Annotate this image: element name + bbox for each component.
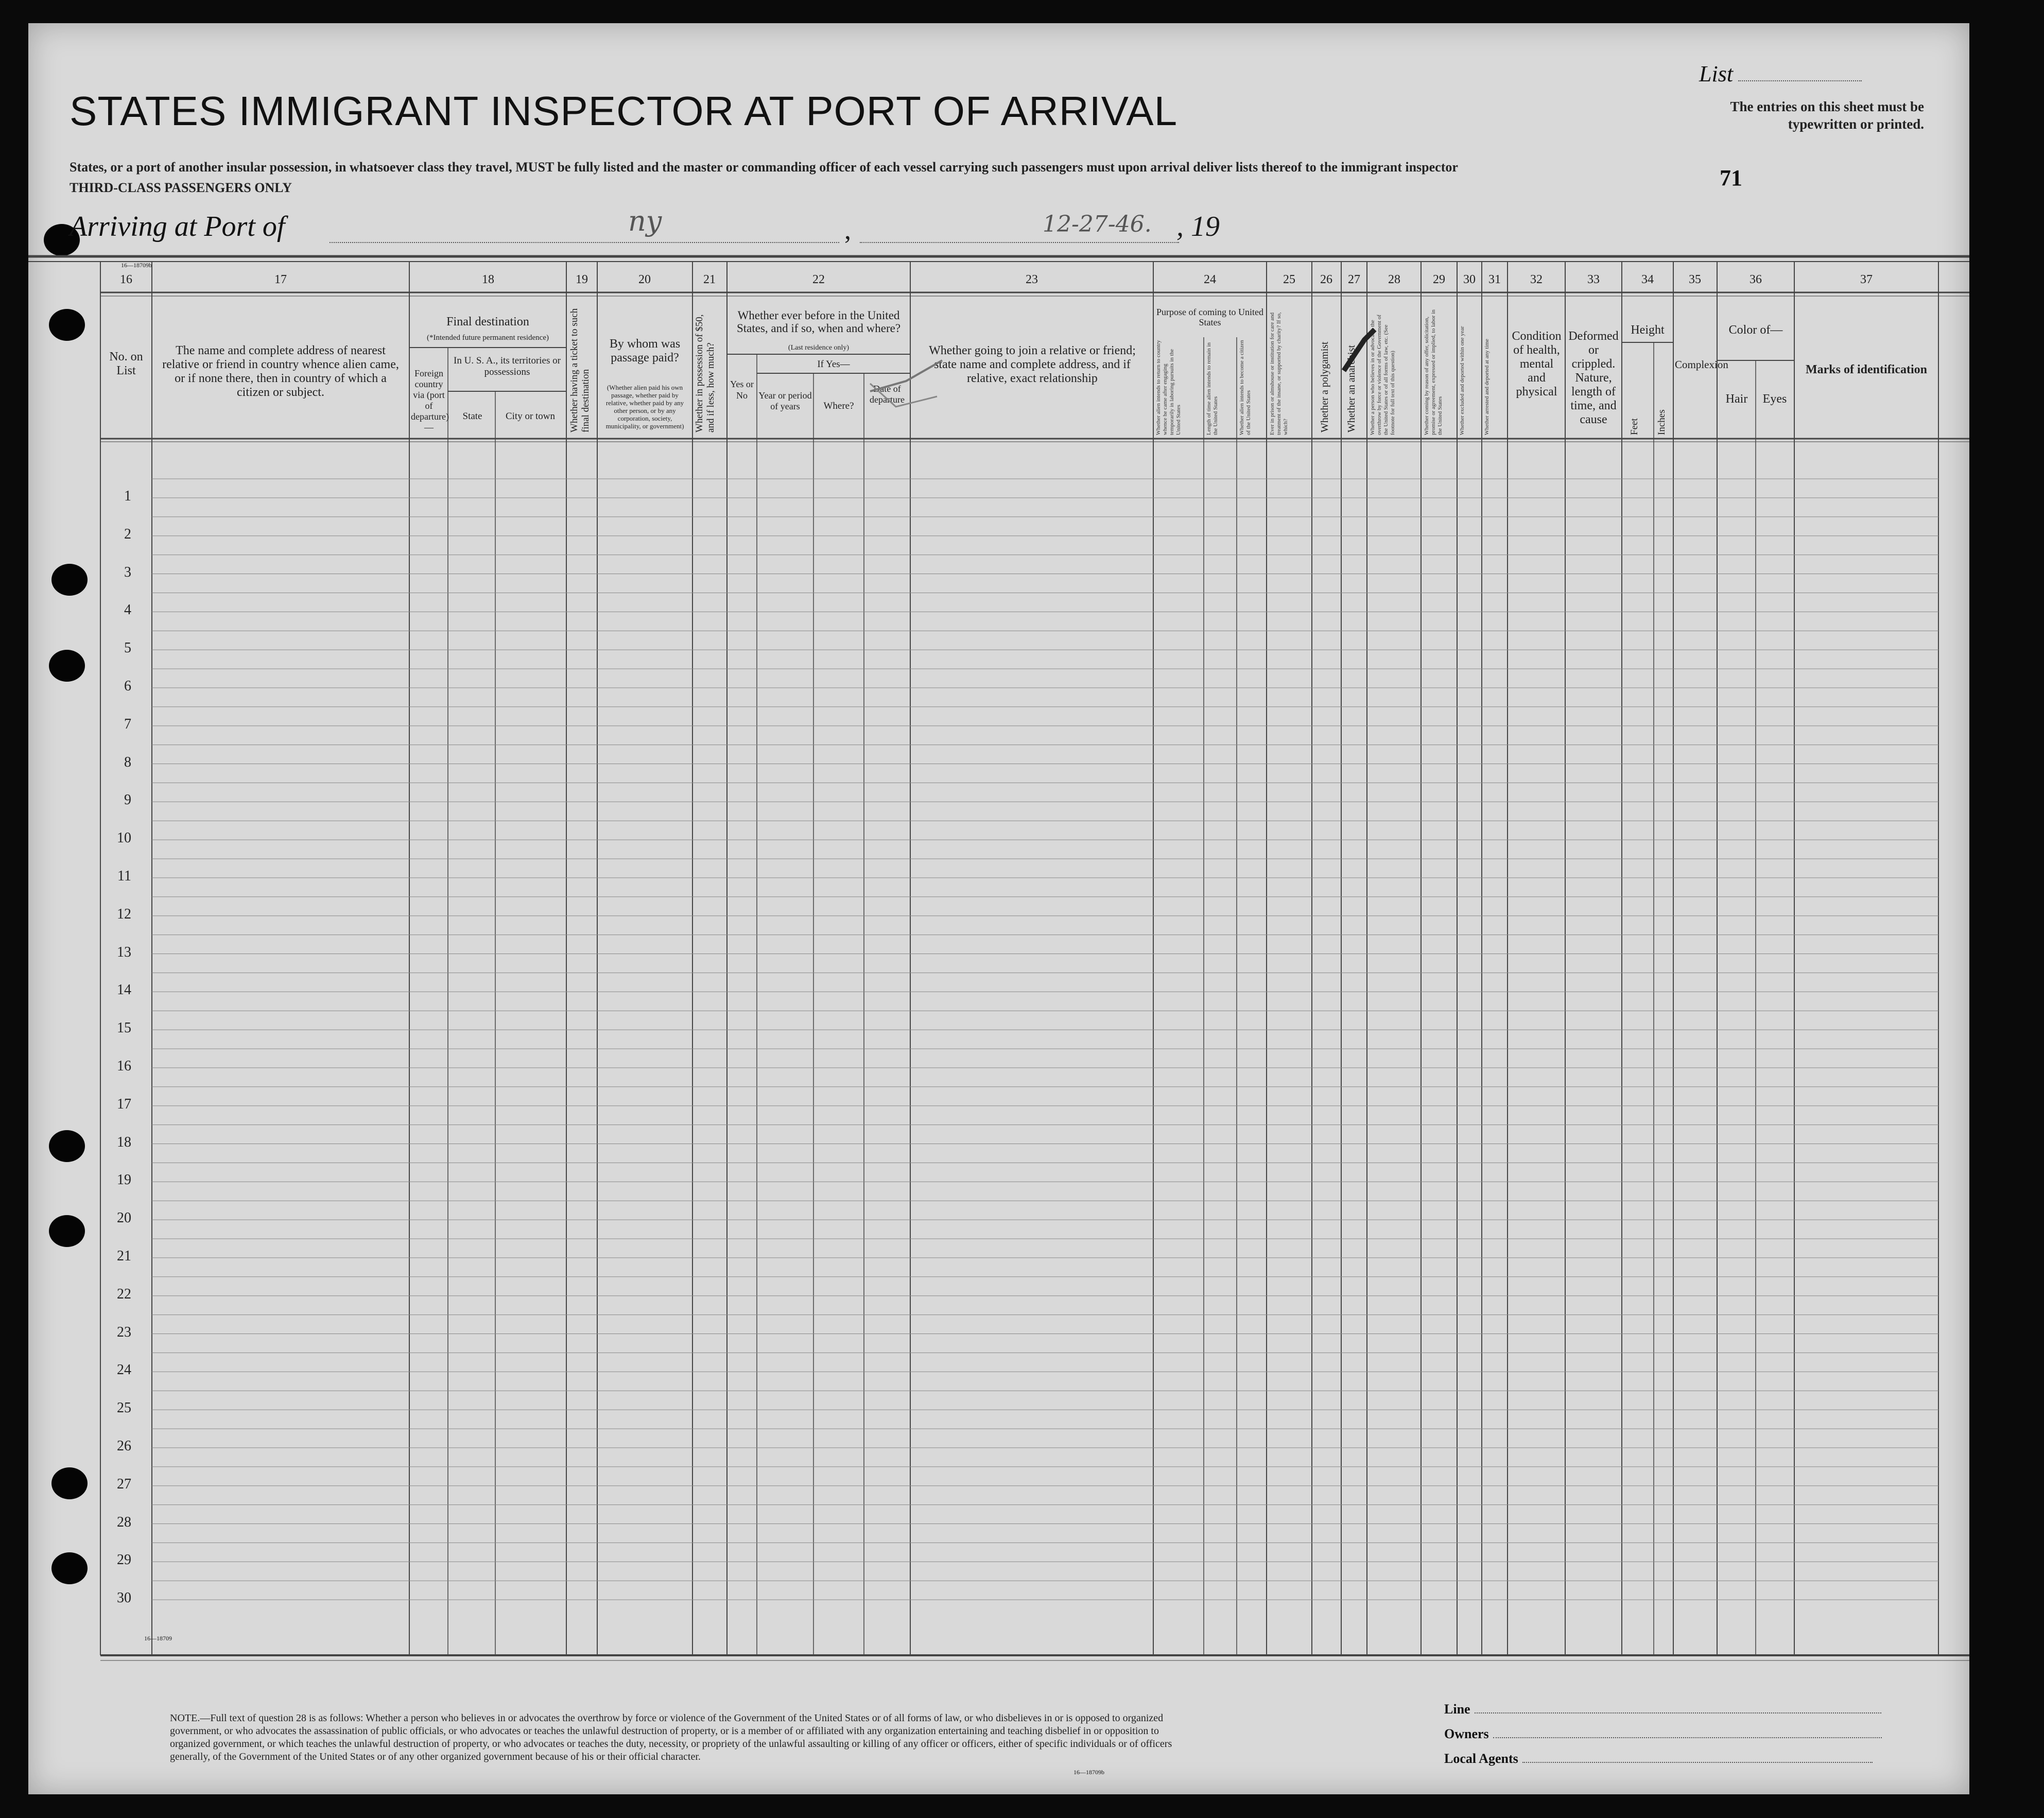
row-number: 3 bbox=[124, 564, 131, 580]
local-agents-label: Local Agents bbox=[1444, 1751, 1873, 1767]
col26-header: Whether a polygamist bbox=[1319, 341, 1330, 432]
row-number: 27 bbox=[117, 1476, 131, 1492]
row-number: 18 bbox=[117, 1134, 131, 1150]
col17-header: The name and complete address of nearest relative or friend in country whence alien came, or if none there, then in country of which a citizen or subject. bbox=[162, 344, 399, 399]
row-number: 22 bbox=[117, 1286, 131, 1302]
col20-note: (Whether alien paid his own passage, whether paid by relative, whether paid by any other person, or by any corporation, society, municipality, or government) bbox=[605, 384, 684, 430]
col22-where: Where? bbox=[823, 401, 854, 411]
col34-inches: Inches bbox=[1656, 409, 1667, 435]
form-subtitle: States, or a port of another insular possession, in whatsoever class they travel, MUST be fully listed and the master or commanding officer of each vessel carrying such passengers must upon arrival deliver lists thereof to the immigrant inspector bbox=[70, 160, 1458, 175]
column-number: 23 bbox=[1026, 273, 1038, 286]
column-number: 21 bbox=[703, 273, 716, 286]
column-number: 34 bbox=[1641, 273, 1654, 286]
col16-header: No. on List bbox=[109, 350, 143, 377]
column-number: 22 bbox=[812, 273, 825, 286]
col29-header: Whether coming by reason of any offer, solicitation, promise or agreement, expressed or implied, to labor in the United States bbox=[1424, 309, 1443, 435]
row-number: 25 bbox=[117, 1400, 131, 1416]
col18-state: State bbox=[462, 411, 482, 422]
arriving-port-line: Arriving at Port of bbox=[70, 211, 285, 243]
column-number: 19 bbox=[576, 273, 588, 286]
year-prefix: , 19 bbox=[1176, 211, 1220, 243]
row-number: 26 bbox=[117, 1438, 131, 1454]
form-code-top: 16—18709b bbox=[121, 262, 152, 269]
row-number: 16 bbox=[117, 1058, 131, 1074]
col33-header: Deformed or crippled. Nature, length of time, and cause bbox=[1568, 330, 1619, 426]
comma: , bbox=[844, 216, 851, 245]
col19-header: Whether having a ticket to such final destination bbox=[569, 308, 591, 432]
col36-title: Color of— bbox=[1728, 323, 1783, 337]
column-number: 26 bbox=[1320, 273, 1332, 286]
row-number: 24 bbox=[117, 1362, 131, 1378]
col18-note: (*Intended future permanent residence) bbox=[427, 334, 549, 342]
col23-header: Whether going to join a relative or friend; state name and complete address, and if relative, exact relationship bbox=[929, 344, 1136, 385]
col36-eyes: Eyes bbox=[1762, 392, 1787, 406]
col20-title: By whom was passage paid? bbox=[609, 337, 681, 365]
column-number: 18 bbox=[482, 273, 494, 286]
col24-c: Whether alien intends to become a citizen of the United States bbox=[1239, 340, 1252, 435]
sheet-number: 71 bbox=[1720, 165, 1742, 191]
col28-header: Whether a person who believes in or advocates the overthrow by force or violence of the Government of the United States or of all forms of law, etc. (See footnote for full text of this question) bbox=[1370, 315, 1396, 435]
col37-header: Marks of identification bbox=[1806, 363, 1927, 376]
column-number: 27 bbox=[1348, 273, 1360, 286]
col36-hair: Hair bbox=[1725, 392, 1748, 406]
col22-ifyes: If Yes— bbox=[817, 359, 850, 370]
col22-date: Date of departure bbox=[870, 384, 905, 405]
row-number: 5 bbox=[124, 640, 131, 656]
column-number: 20 bbox=[638, 273, 651, 286]
date-handwritten: 12-27-46. bbox=[1043, 211, 1152, 237]
column-number: 30 bbox=[1463, 273, 1476, 286]
col22-note: (Last residence only) bbox=[788, 344, 850, 352]
col22-yesno: Yes or No bbox=[730, 379, 754, 401]
col18-usa: In U. S. A., its territories or possessions bbox=[454, 355, 561, 377]
row-number: 14 bbox=[117, 982, 131, 998]
row-number: 29 bbox=[117, 1552, 131, 1568]
row-number: 1 bbox=[124, 488, 131, 504]
column-number: 29 bbox=[1433, 273, 1445, 286]
row-number: 6 bbox=[124, 678, 131, 694]
list-label: List bbox=[1699, 61, 1862, 87]
col31-header: Whether arrested and deported at any time bbox=[1484, 339, 1490, 435]
col18-foreign: Foreign country via (port of departure)— bbox=[411, 368, 449, 432]
row-number: 11 bbox=[117, 868, 131, 884]
port-handwritten: ny bbox=[628, 205, 662, 237]
col35-header: Complexion bbox=[1675, 358, 1728, 371]
col30-header: Whether excluded and deported within one year bbox=[1459, 326, 1465, 435]
col22-period: Year or period of years bbox=[758, 390, 812, 411]
col18-title: Final destination bbox=[446, 315, 529, 328]
form-title: STATES IMMIGRANT INSPECTOR AT PORT OF ARRIVAL bbox=[70, 88, 1178, 134]
class-line: THIRD-CLASS PASSENGERS ONLY bbox=[70, 180, 292, 195]
col24-b: Length of time alien intends to remain in the United States bbox=[1206, 342, 1219, 435]
row-number: 17 bbox=[117, 1096, 131, 1112]
row-number: 20 bbox=[117, 1210, 131, 1226]
column-number: 35 bbox=[1689, 273, 1701, 286]
line-label: Line bbox=[1444, 1702, 1881, 1717]
column-number: 24 bbox=[1204, 273, 1216, 286]
question-28-note: NOTE.—Full text of question 28 is as follows: Whether a person who believes in or advocates the overthrow by force or violence of the Government of the United States or of all forms of law, or who disbelieves in or is opposed to organized government, or who advocates the assassination of public officials, or who advocates or teaches the unlawful destruction of property, or is a member of or affiliated with any organization entertaining and teaching disbelief in or opposition to organized government, or which teaches the unlawful destruction of property, or who advocates or teaches the duty, necessity, or propriety of the unlawful assaulting or killing of any officer or officers, either of specific individuals or of officers generally, of the Government of the United States or of any other organized government because of his or their official character. bbox=[170, 1712, 1172, 1762]
column-number: 16 bbox=[120, 273, 132, 286]
col24-a: Whether alien intends to return to country whence he came after engaging temporarily in laboring pursuits in the United States bbox=[1155, 340, 1182, 435]
row-number: 13 bbox=[117, 944, 131, 960]
form-code-bottom: 16—18709 bbox=[144, 1635, 172, 1642]
row-number: 28 bbox=[117, 1514, 131, 1530]
row-number: 2 bbox=[124, 526, 131, 542]
row-number: 30 bbox=[117, 1590, 131, 1606]
col32-header: Condition of health, mental and physical bbox=[1512, 330, 1562, 399]
col25-header: Ever in prison or almshouse or institution for care and treatment of the insane, or supported by charity? If so, which? bbox=[1269, 312, 1289, 435]
row-number: 7 bbox=[124, 716, 131, 732]
column-number: 36 bbox=[1749, 273, 1762, 286]
column-number: 33 bbox=[1587, 273, 1600, 286]
col34-title: Height bbox=[1631, 323, 1665, 337]
column-number: 28 bbox=[1388, 273, 1400, 286]
row-number: 4 bbox=[124, 602, 131, 618]
owners-label: Owners bbox=[1444, 1726, 1882, 1742]
row-number: 8 bbox=[124, 754, 131, 770]
column-number: 17 bbox=[274, 273, 287, 286]
col21-header: Whether in possession of $50, and if less, how much? bbox=[694, 314, 716, 432]
col34-feet: Feet bbox=[1629, 418, 1640, 435]
col24-title: Purpose of coming to United States bbox=[1156, 307, 1263, 327]
row-number: 23 bbox=[117, 1324, 131, 1340]
col18-city: City or town bbox=[505, 411, 556, 422]
typewritten-notice: The entries on this sheet must be typewritten or printed. bbox=[1730, 99, 1924, 132]
row-number: 19 bbox=[117, 1172, 131, 1188]
column-number: 37 bbox=[1860, 273, 1873, 286]
note-code: 16—18709b bbox=[1073, 1769, 1104, 1776]
col22-title: Whether ever before in the United States, and if so, when and where? bbox=[736, 309, 901, 335]
column-number: 32 bbox=[1530, 273, 1543, 286]
row-number: 21 bbox=[117, 1248, 131, 1264]
row-number: 10 bbox=[117, 830, 131, 846]
row-number: 9 bbox=[124, 792, 131, 808]
column-number: 31 bbox=[1488, 273, 1501, 286]
col27-header: Whether an anarchist bbox=[1346, 345, 1357, 432]
row-number: 12 bbox=[117, 906, 131, 922]
column-number: 25 bbox=[1283, 273, 1295, 286]
row-number: 15 bbox=[117, 1020, 131, 1036]
